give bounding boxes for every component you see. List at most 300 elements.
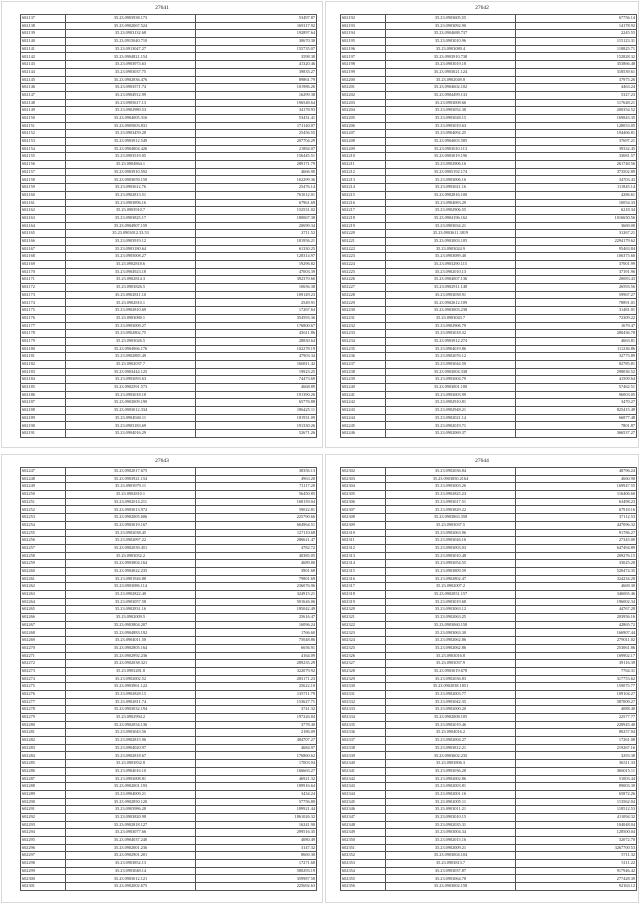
record-id-cell: 602205	[341, 114, 386, 122]
table-row	[21, 644, 317, 652]
record-amount-cell: 47903.34	[196, 353, 317, 361]
record-id-cell: 602202	[341, 91, 386, 99]
record-code-cell: 35.23.0903003.105	[386, 237, 516, 245]
record-id-cell: 602344	[341, 790, 386, 798]
record-amount-cell: 169117.92	[196, 22, 317, 30]
record-code-cell: 35.23.0904083.29	[386, 199, 516, 207]
record-id-cell: 602275	[21, 683, 66, 691]
table-row	[21, 837, 317, 845]
record-code-cell: 35.23.0902001.236	[66, 844, 196, 852]
record-code-cell: 35.23.0902008.105	[386, 714, 516, 722]
record-id-cell: 602305	[341, 491, 386, 499]
record-code-cell: 35.23.0904688.737	[386, 30, 516, 38]
table-row	[21, 537, 317, 545]
record-id-cell: 602348	[341, 821, 386, 829]
record-code-cell: 35.23.0904940.11	[66, 414, 196, 422]
record-code-cell: 35.23.0903052.2	[66, 552, 196, 560]
record-amount-cell: 366015.11	[516, 767, 637, 775]
table-row	[341, 376, 637, 384]
record-id-cell: 602352	[341, 852, 386, 860]
record-code-cell: 35.23.0902039.451	[66, 544, 196, 552]
record-amount-cell: 3669.00	[516, 222, 637, 230]
record-id-cell: 602332	[341, 698, 386, 706]
table-row	[21, 299, 317, 307]
record-code-cell: 35.23.0903037.5	[386, 521, 516, 529]
record-code-cell: 35.23.0902885.49	[66, 353, 196, 361]
page-number: 27643	[155, 458, 169, 464]
table-row	[341, 729, 637, 737]
record-id-cell: 602260	[21, 567, 66, 575]
record-code-cell: 35.23.0903921.154	[66, 475, 196, 483]
record-id-cell: 602137	[21, 15, 66, 23]
record-id-cell: 602259	[21, 560, 66, 568]
record-code-cell: 35.23.0903059.150	[66, 176, 196, 184]
record-code-cell: 35.23.0904020.97	[66, 744, 196, 752]
record-id-cell: 602252	[21, 506, 66, 514]
table-row	[21, 207, 317, 215]
record-amount-cell: 5327.23	[516, 91, 637, 99]
record-code-cell: 35.23.0904011.50	[66, 637, 196, 645]
record-amount-cell: 117648.21	[516, 99, 637, 107]
record-amount-cell: 604964.51	[196, 521, 317, 529]
record-amount-cell: 109104.27	[516, 690, 637, 698]
record-id-cell: 602144	[21, 68, 66, 76]
record-id-cell: 602331	[341, 690, 386, 698]
record-code-cell: 35.23.0902010.13	[386, 268, 516, 276]
record-amount-cell: 65776.88	[196, 399, 317, 407]
record-code-cell: 35.23.0902818.67	[66, 752, 196, 760]
record-id-cell: 602242	[341, 399, 386, 407]
table-row	[21, 598, 317, 606]
record-code-cell: 35.23.0902906.16	[386, 161, 516, 169]
record-code-cell: 35.23.0903612.76	[66, 184, 196, 192]
table-row	[21, 621, 317, 629]
record-id-cell: 602330	[341, 683, 386, 691]
record-code-cell: 35.23.0903180.64	[66, 245, 196, 253]
record-code-cell: 35.23.0901926.88	[66, 575, 196, 583]
record-amount-cell: 228945.40	[516, 721, 637, 729]
record-amount-cell: 169902.17	[516, 652, 637, 660]
table-row	[341, 690, 637, 698]
table-row	[341, 337, 637, 345]
record-code-cell: 35.23.0903016.8	[386, 652, 516, 660]
table-row	[341, 61, 637, 69]
record-amount-cell: 3293.38	[516, 752, 637, 760]
record-code-cell: 35.23.0903281.8	[66, 667, 196, 675]
record-amount-cell: 16299.38	[196, 91, 317, 99]
record-code-cell: 35.23.0903037.87	[386, 867, 516, 875]
record-id-cell: 602338	[341, 744, 386, 752]
record-id-cell: 602191	[21, 430, 66, 438]
record-id-cell: 602247	[21, 468, 66, 476]
record-amount-cell: 47003.39	[196, 268, 317, 276]
table-row	[21, 61, 317, 69]
record-id-cell: 602246	[341, 430, 386, 438]
record-code-cell: 35.23.0902063.25	[386, 614, 516, 622]
table-row	[341, 276, 637, 284]
record-amount-cell: 387009.27	[516, 698, 637, 706]
record-id-cell: 602251	[21, 498, 66, 506]
record-id-cell: 602321	[341, 614, 386, 622]
table-row	[341, 22, 637, 30]
record-code-cell: 35.23.0902994.2	[66, 714, 196, 722]
table-row	[341, 683, 637, 691]
table-row	[341, 91, 637, 99]
record-code-cell: 35.23.0903290.115	[386, 261, 516, 269]
record-id-cell: 602298	[21, 860, 66, 868]
table-row	[341, 821, 637, 829]
record-amount-cell: 59022.81	[196, 506, 317, 514]
record-code-cell: 35.23.0905192.174	[386, 168, 516, 176]
record-id-cell: 602236	[341, 353, 386, 361]
record-amount-cell: 484707.27	[196, 737, 317, 745]
table-row	[341, 99, 637, 107]
record-amount-cell: 196548.64	[196, 99, 317, 107]
record-id-cell: 602318	[341, 591, 386, 599]
table-row	[21, 322, 317, 330]
table-row	[341, 491, 637, 499]
table-row	[341, 544, 637, 552]
record-id-cell: 602245	[341, 422, 386, 430]
record-amount-cell: 17267.64	[196, 307, 317, 315]
record-code-cell: 35.23.0903012.334	[66, 407, 196, 415]
record-amount-cell: 10656.38	[196, 284, 317, 292]
record-id-cell: 602190	[21, 422, 66, 430]
table-row	[21, 376, 317, 384]
table-row	[21, 813, 317, 821]
record-id-cell: 602304	[341, 483, 386, 491]
record-code-cell: 35.23.0904499.133	[386, 91, 516, 99]
record-id-cell: 602301	[21, 883, 66, 891]
table-row	[341, 637, 637, 645]
record-code-cell: 35.23.0902822.40	[66, 591, 196, 599]
record-id-cell: 602269	[21, 637, 66, 645]
record-id-cell: 602355	[341, 875, 386, 883]
record-amount-cell: 318539.61	[516, 68, 637, 76]
record-code-cell: 35.23.0902612.109	[386, 299, 516, 307]
table-row	[21, 737, 317, 745]
record-code-cell: 35.23.0903001.100	[386, 384, 516, 392]
table-row	[341, 560, 637, 568]
record-code-cell: 35.23.0903829.22	[386, 506, 516, 514]
record-id-cell: 602295	[21, 837, 66, 845]
record-amount-cell: 74473.69	[196, 376, 317, 384]
record-code-cell: 35.23.0903986.28	[66, 806, 196, 814]
table-row	[341, 330, 637, 338]
table-row	[21, 667, 317, 675]
table-row	[341, 114, 637, 122]
record-amount-cell: 3741.32	[196, 706, 317, 714]
table-row	[21, 844, 317, 852]
record-amount-cell: 156445.51	[196, 153, 317, 161]
record-id-cell: 602356	[341, 883, 386, 891]
table-row	[21, 521, 317, 529]
record-id-cell: 602163	[21, 214, 66, 222]
record-id-cell: 602198	[341, 61, 386, 69]
record-code-cell: 35.23.0902814.3	[66, 276, 196, 284]
table-row	[21, 191, 317, 199]
record-id-cell: 602345	[341, 798, 386, 806]
table-row	[21, 498, 317, 506]
record-amount-cell: 72309.22	[516, 314, 637, 322]
record-amount-cell: 25616.47	[196, 614, 317, 622]
record-amount-cell: 65872.26	[516, 790, 637, 798]
record-amount-cell: 56450.85	[196, 491, 317, 499]
record-amount-cell: 36511.33	[516, 760, 637, 768]
record-amount-cell: 5711.32	[516, 852, 637, 860]
record-amount-cell: 209276.15	[516, 552, 637, 560]
record-id-cell: 602217	[341, 207, 386, 215]
table-row	[21, 637, 317, 645]
record-amount-cell: 22577.77	[516, 714, 637, 722]
record-amount-cell: 186425.11	[196, 407, 317, 415]
record-code-cell: 35.23.0903813.7	[386, 860, 516, 868]
record-id-cell: 602300	[21, 875, 66, 883]
record-code-cell: 35.23.0902810.1	[66, 491, 196, 499]
record-code-cell: 35.23.0903058.91	[386, 291, 516, 299]
record-id-cell: 602290	[21, 798, 66, 806]
table-row	[341, 322, 637, 330]
record-id-cell: 602347	[341, 813, 386, 821]
record-id-cell: 602354	[341, 867, 386, 875]
record-amount-cell: 113562.04	[516, 798, 637, 806]
record-amount-cell: 1861026.32	[196, 813, 317, 821]
table-row	[341, 38, 637, 46]
table-row	[341, 614, 637, 622]
table-row	[21, 591, 317, 599]
record-id-cell: 602187	[21, 399, 66, 407]
record-amount-cell: 25622.10	[196, 683, 317, 691]
record-amount-cell: 106375.60	[516, 253, 637, 261]
table-row	[21, 775, 317, 783]
record-id-cell: 602291	[21, 806, 66, 814]
table-row	[21, 706, 317, 714]
record-id-cell: 602176	[21, 314, 66, 322]
table-row	[341, 45, 637, 53]
record-id-cell: 602261	[21, 575, 66, 583]
record-amount-cell: 580293.19	[196, 867, 317, 875]
record-code-cell: 35.23.0903602.235	[386, 752, 516, 760]
record-code-cell: 35.23.0902015.16	[386, 837, 516, 845]
record-amount-cell: 392370.60	[196, 276, 317, 284]
table-row	[341, 483, 637, 491]
record-id-cell: 602346	[341, 806, 386, 814]
record-id-cell: 602226	[341, 276, 386, 284]
record-code-cell: 35.23.0903820.98	[66, 813, 196, 821]
table-row	[341, 644, 637, 652]
table-row	[341, 798, 637, 806]
record-code-cell: 35.23.0904912.99	[66, 91, 196, 99]
record-amount-cell: 19296.82	[196, 261, 317, 269]
record-code-cell: 35.23.0903806.3	[386, 760, 516, 768]
record-code-cell: 35.23.0903444.125	[66, 368, 196, 376]
record-id-cell: 602160	[21, 191, 66, 199]
table-row	[21, 276, 317, 284]
record-id-cell: 602199	[341, 68, 386, 76]
record-amount-cell: 34178.93	[196, 107, 317, 115]
record-code-cell: 35.23.0902062.86	[386, 637, 516, 645]
record-code-cell: 35.23.0902906.55	[386, 207, 516, 215]
table-row	[341, 660, 637, 668]
record-amount-cell: 647494.89	[516, 544, 637, 552]
record-code-cell: 35.23.0903850.2164	[386, 475, 516, 483]
record-id-cell: 602336	[341, 729, 386, 737]
record-amount-cell: 6656.91	[196, 644, 317, 652]
table-row	[21, 245, 317, 253]
record-amount-cell: 25476.14	[196, 184, 317, 192]
record-code-cell: 35.23.0903009.190	[66, 399, 196, 407]
table-row	[21, 583, 317, 591]
record-id-cell: 602172	[21, 284, 66, 292]
record-code-cell: 35.23.0903004.79	[386, 376, 516, 384]
record-code-cell: 35.23.0904883.192	[66, 629, 196, 637]
record-id-cell: 602203	[341, 99, 386, 107]
table-row	[341, 675, 637, 683]
record-amount-cell: 20699.34	[196, 222, 317, 230]
table-row	[21, 53, 317, 61]
record-code-cell: 35.23.0904019.86	[386, 345, 516, 353]
record-amount-cell: 67918.16	[516, 506, 637, 514]
record-amount-cell: 128500.04	[516, 829, 637, 837]
record-amount-cell: 80257.04	[516, 729, 637, 737]
table-row	[341, 498, 637, 506]
record-id-cell: 602180	[21, 345, 66, 353]
record-amount-cell: 176860.62	[196, 752, 317, 760]
record-code-cell: 35.23.0902831.16	[66, 606, 196, 614]
record-id-cell: 602219	[341, 222, 386, 230]
record-code-cell: 35.23.0902005.11	[386, 798, 516, 806]
record-code-cell: 35.23.0902002.52	[66, 675, 196, 683]
record-id-cell: 602165	[21, 230, 66, 238]
record-amount-cell: 411094.32	[516, 813, 637, 821]
record-code-cell: 35.23.0903571.74	[66, 84, 196, 92]
table-row	[21, 475, 317, 483]
table-row	[341, 598, 637, 606]
record-code-cell: 35.23.0903912.549	[66, 138, 196, 146]
record-amount-cell: 104048.04	[516, 821, 637, 829]
table-row	[341, 284, 637, 292]
record-amount-cell: 159075.77	[516, 683, 637, 691]
record-id-cell: 602238	[341, 368, 386, 376]
record-code-cell: 35.23.0903034.21	[386, 222, 516, 230]
record-code-cell: 35.23.0903010.96	[386, 38, 516, 46]
table-row	[341, 721, 637, 729]
table-row	[341, 345, 637, 353]
table-row	[21, 337, 317, 345]
record-id-cell: 602270	[21, 644, 66, 652]
page-sheet-2	[325, 1, 639, 448]
record-id-cell: 602138	[21, 22, 66, 30]
record-id-cell: 602232	[341, 322, 386, 330]
table-row	[21, 99, 317, 107]
record-amount-cell: 31481.01	[516, 307, 637, 315]
table-row	[341, 698, 637, 706]
record-amount-cell: 46921.32	[196, 775, 317, 783]
table-row	[21, 391, 317, 399]
record-code-cell: 35.23.0902816.100	[386, 191, 516, 199]
record-id-cell: 602267	[21, 621, 66, 629]
table-row	[341, 176, 637, 184]
record-id-cell: 602177	[21, 322, 66, 330]
record-code-cell: 35.23.0903037.9	[386, 660, 516, 668]
record-code-cell: 35.23.0903024.9	[386, 245, 516, 253]
record-amount-cell: 181931.09	[196, 414, 317, 422]
record-amount-cell: 115123.31	[516, 38, 637, 46]
record-id-cell: 602244	[341, 414, 386, 422]
record-code-cell: 35.23.0903063.30	[386, 629, 516, 637]
table-row	[21, 514, 317, 522]
table-row	[341, 883, 637, 891]
record-amount-cell: 261748.56	[516, 161, 637, 169]
record-code-cell: 35.23.0915040.710	[66, 38, 196, 46]
record-amount-cell: 189921.44	[196, 806, 317, 814]
record-id-cell: 602179	[21, 337, 66, 345]
table-row	[21, 76, 317, 84]
record-amount-cell: 71117.20	[196, 483, 317, 491]
record-amount-cell: 16096.24	[196, 621, 317, 629]
record-id-cell: 602296	[21, 844, 66, 852]
record-id-cell: 602152	[21, 130, 66, 138]
table-row	[341, 813, 637, 821]
record-amount-cell: 4666.90	[196, 168, 317, 176]
table-row	[341, 407, 637, 415]
record-code-cell: 35.23.0903825.17	[66, 214, 196, 222]
record-amount-cell: 286621.47	[196, 537, 317, 545]
record-code-cell: 35.23.0903043.56	[66, 729, 196, 737]
record-id-cell: 602231	[341, 314, 386, 322]
record-code-cell: 35.23.0904923.18	[66, 268, 196, 276]
record-code-cell: 35.23.0903060.158	[386, 621, 516, 629]
record-id-cell: 602334	[341, 714, 386, 722]
record-amount-cell: 53497.87	[196, 15, 317, 23]
record-amount-cell: 447096.32	[516, 521, 637, 529]
record-code-cell: 35.23.0903019.678	[386, 667, 516, 675]
record-code-cell: 35.23.0904907.159	[66, 222, 196, 230]
record-amount-cell: 4963.20	[196, 475, 317, 483]
record-id-cell: 602339	[341, 752, 386, 760]
table-row	[21, 660, 317, 668]
record-code-cell: 35.23.0903019.63	[386, 122, 516, 130]
record-code-cell: 35.23.0903077.66	[66, 829, 196, 837]
record-amount-cell: 89861.79	[196, 76, 317, 84]
record-amount-cell: 373502.89	[516, 168, 637, 176]
table-row	[341, 314, 637, 322]
table-row	[341, 122, 637, 130]
record-id-cell: 602143	[21, 61, 66, 69]
record-code-cell: 35.23.0904016.2	[386, 729, 516, 737]
record-code-cell: 35.23.0903018.32	[386, 330, 516, 338]
table-row	[21, 729, 317, 737]
record-id-cell: 602329	[341, 675, 386, 683]
record-code-cell: 35.23.0904966.176	[66, 345, 196, 353]
table-row	[341, 867, 637, 875]
record-amount-cell: 528474.35	[516, 567, 637, 575]
record-code-cell: 35.23.0903042.35	[386, 698, 516, 706]
table-row	[21, 468, 317, 476]
record-id-cell: 602317	[341, 583, 386, 591]
table-row	[341, 737, 637, 745]
table-row	[341, 790, 637, 798]
record-amount-cell: 127110.68	[196, 529, 317, 537]
table-row	[341, 399, 637, 407]
record-id-cell: 602316	[341, 575, 386, 583]
record-amount-cell: 155735.07	[196, 45, 317, 53]
record-id-cell: 602181	[21, 353, 66, 361]
record-amount-cell: 59967.27	[516, 291, 637, 299]
record-code-cell: 35.23.0902069.37	[386, 430, 516, 438]
record-amount-cell: 32775.89	[516, 353, 637, 361]
record-code-cell: 35.23.0902811.10	[66, 291, 196, 299]
